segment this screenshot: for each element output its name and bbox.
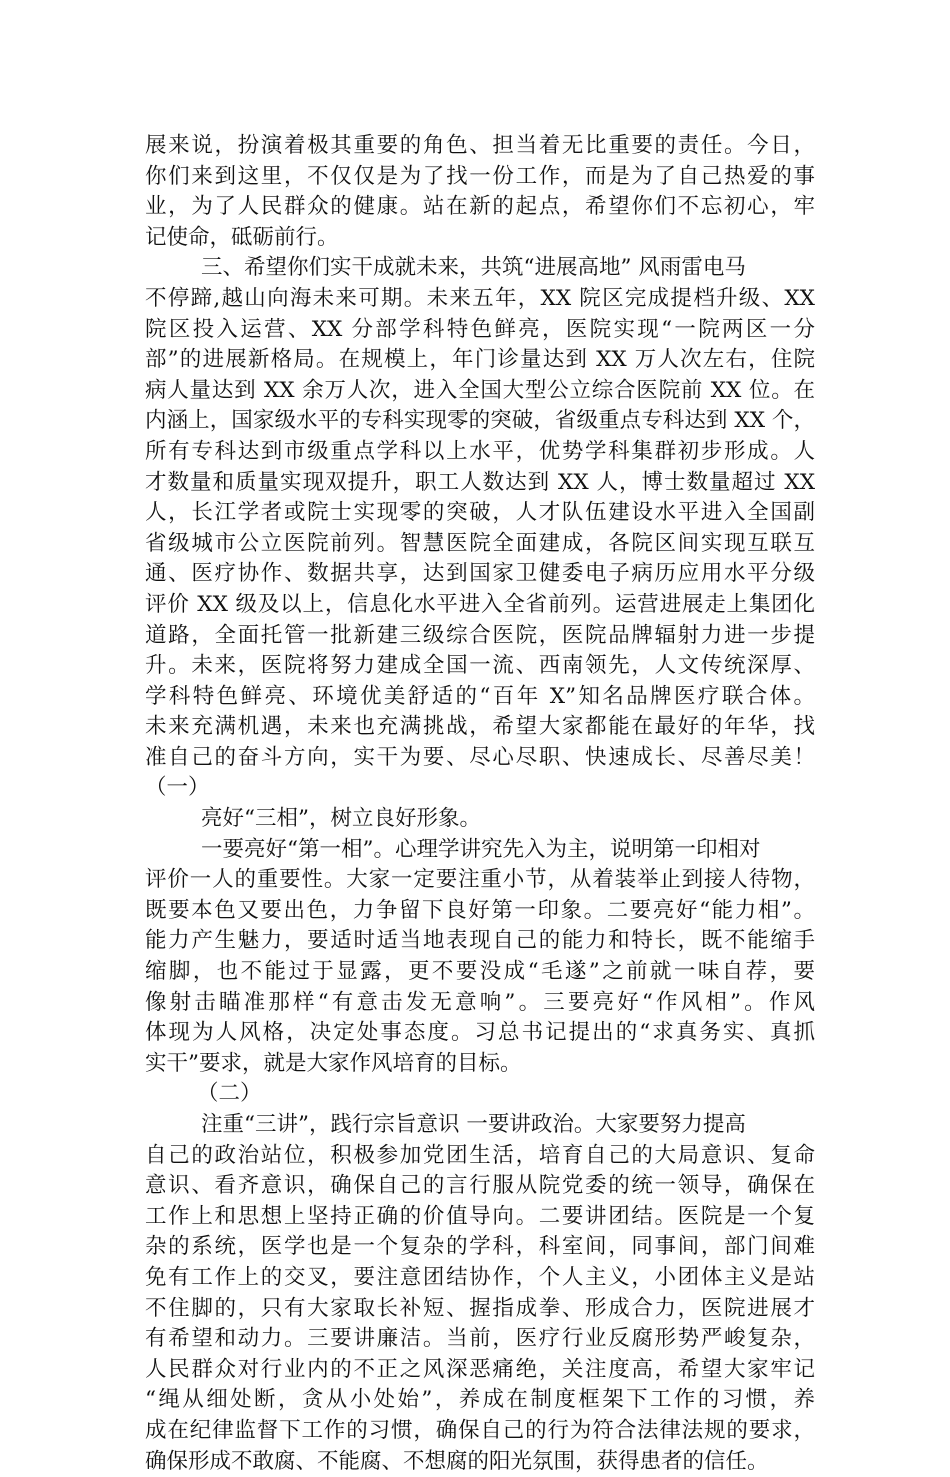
text-line: “绳从细处断，贪从小处始”，养成在制度框架下工作的习惯，养 — [145, 1387, 815, 1413]
text-line: 升。未来，医院将努力建成全国一流、西南领先，人文传统深厚、 — [145, 653, 815, 679]
text-line: 业，为了人民群众的健康。站在新的起点，希望你们不忘初心，牢 — [145, 194, 815, 220]
text-line: 道路，全面托管一批新建三级综合医院，医院品牌辐射力进一步提 — [145, 622, 815, 648]
text-line: 你们来到这里，不仅仅是为了找一份工作，而是为了自己热爱的事 — [145, 163, 815, 189]
text-line: 未来充满机遇，未来也充满挑战，希望大家都能在最好的年华，找 — [145, 714, 815, 740]
text-line: 人民群众对行业内的不正之风深恶痛绝，关注度高，希望大家牢记 — [145, 1356, 815, 1382]
text-line: 免有工作上的交叉，要注意团结协作，个人主义，小团体主义是站 — [145, 1264, 815, 1290]
text-line: 学科特色鲜亮、环境优美舒适的“百年 X”知名品牌医疗联合体。 — [145, 683, 815, 709]
text-line: 实干”要求，就是大家作风培育的目标。 — [145, 1050, 522, 1076]
subsection-heading: 注重“三讲”，践行宗旨意识 一要讲政治。大家要努力提高 — [201, 1112, 746, 1137]
text-line: 才数量和质量实现双提升，职工人数达到 XX 人，博士数量超过 XX — [145, 469, 815, 495]
text-line: 通、医疗协作、数据共享，达到国家卫健委电子病历应用水平分级 — [145, 561, 815, 587]
text-line: 能力产生魅力，要适时适当地表现自己的能力和特长，既不能缩手 — [145, 928, 815, 954]
subsection-number: （二） — [197, 1081, 262, 1107]
text-line: 人，长江学者或院士实现零的突破，人才队伍建设水平进入全国副 — [145, 500, 815, 526]
text-line: 评价一人的重要性。大家一定要注重小节，从着装举止到接人待物， — [145, 867, 815, 893]
text-line: 自己的政治站位，积极参加党团生活，培育自己的大局意识、复命 — [145, 1142, 815, 1168]
text-line: 像射击瞄准那样“有意击发无意响”。三要亮好“作风相”。作风 — [145, 989, 815, 1015]
text-line: 杂的系统，医学也是一个复杂的学科，科室间，同事间，部门间难 — [145, 1234, 815, 1260]
text-line: 准自己的奋斗方向，实干为要、尽心尽职、快速成长、尽善尽美！ — [145, 744, 815, 770]
text-line: 有希望和动力。三要讲廉洁。当前，医疗行业反腐形势严峻复杂， — [145, 1326, 815, 1352]
text-line: 部”的进展新格局。在规模上，年门诊量达到 XX 万人次左右，住院 — [145, 347, 815, 373]
text-line: 工作上和思想上坚持正确的价值导向。二要讲团结。医院是一个复 — [145, 1203, 815, 1229]
text-line: 确保形成不敢腐、不能腐、不想腐的阳光氛围，获得患者的信任。 — [145, 1448, 769, 1474]
text-line: 内涵上，国家级水平的专科实现零的突破，省级重点专科达到 XX 个， — [145, 408, 815, 434]
text-line: 展来说，扮演着极其重要的角色、担当着无比重要的责任。今日， — [145, 133, 815, 158]
subsection-number: （一） — [145, 775, 210, 801]
text-line: 不停蹄,越山向海未来可期。未来五年，XX 院区完成提档升级、XX — [145, 285, 815, 311]
document-body — [145, 131, 815, 1477]
text-line: 评价 XX 级及以上，信息化水平进入全省前列。运营进展走上集团化 — [145, 591, 815, 617]
text-line: 省级城市公立医院前列。智慧医院全面建成，各院区间实现互联互 — [145, 530, 815, 556]
text-line: 体现为人风格，决定处事态度。习总书记提出的“求真务实、真抓 — [145, 1020, 815, 1046]
text-line: 不住脚的，只有大家取长补短、握指成拳、形成合力，医院进展才 — [145, 1295, 815, 1321]
text-line: 既要本色又要出色，力争留下良好第一印象。二要亮好“能力相”。 — [145, 897, 815, 923]
text-line: 所有专科达到市级重点学科以上水平，优势学科集群初步形成。人 — [145, 438, 815, 464]
text-line: 意识、看齐意识，确保自己的言行服从院党委的统一领导，确保在 — [145, 1173, 815, 1199]
text-line: 一要亮好“第一相”。心理学讲究先入为主，说明第一印相对 — [201, 836, 761, 862]
subsection-heading: 亮好“三相”，树立良好形象。 — [201, 806, 481, 832]
section-heading-line: 三、希望你们实干成就未来，共筑“进展高地” 风雨雷电马 — [201, 255, 746, 281]
text-line: 院区投入运营、XX 分部学科特色鲜亮，医院实现“一院两区一分 — [145, 316, 815, 342]
text-line: 记使命，砥砺前行。 — [145, 224, 339, 250]
text-line: 病人量达到 XX 余万人次，进入全国大型公立综合医院前 XX 位。在 — [145, 377, 815, 403]
text-line: 成在纪律监督下工作的习惯，确保自己的行为符合法律法规的要求， — [145, 1417, 815, 1443]
text-line: 缩脚，也不能过于显露，更不要没成“毛遂”之前就一味自荐，要 — [145, 959, 815, 985]
